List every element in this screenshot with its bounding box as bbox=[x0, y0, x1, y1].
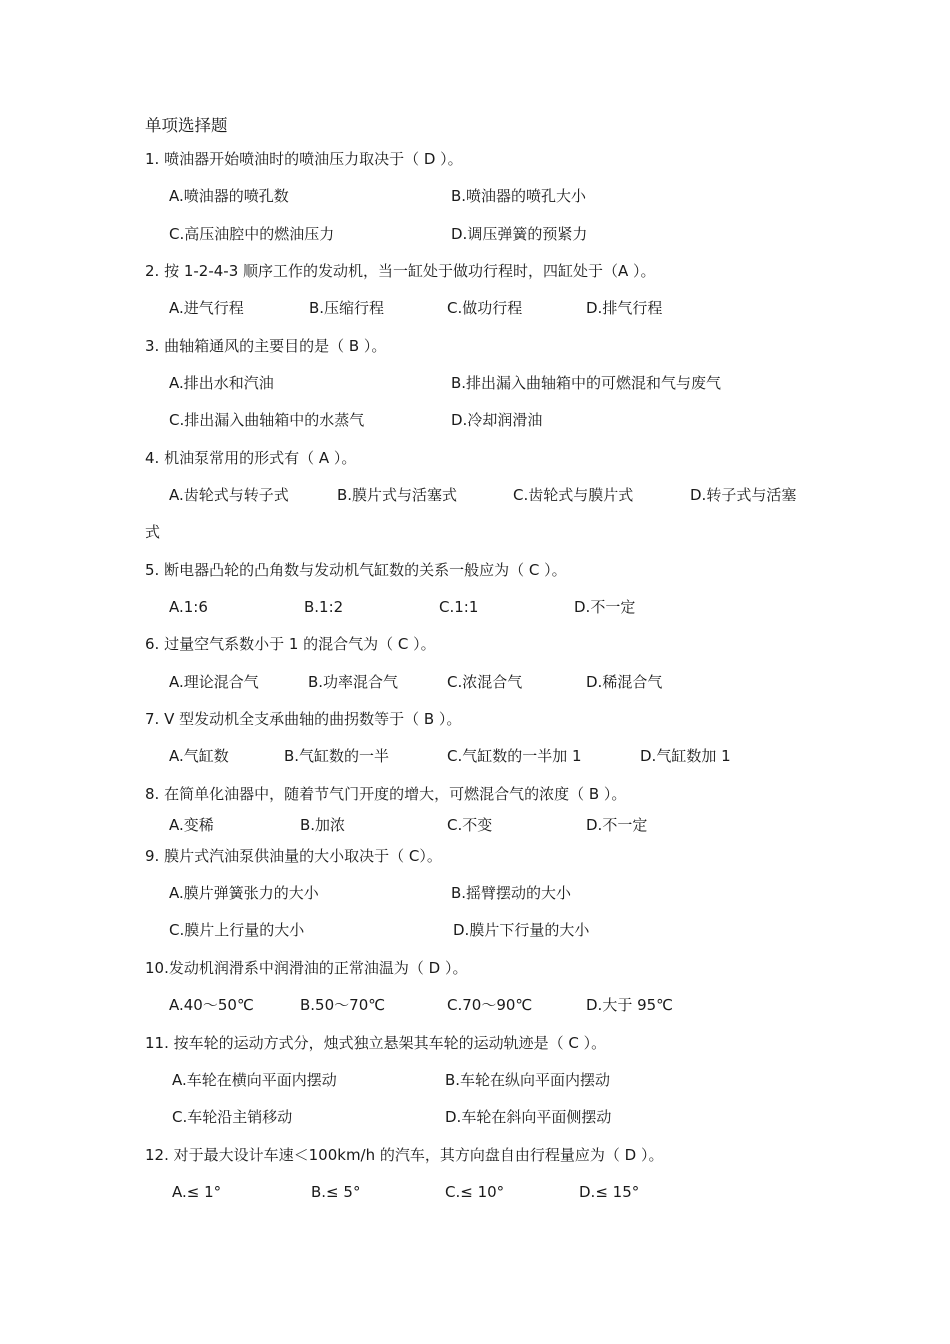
option-text: C.高压油腔中的燃油压力 bbox=[169, 225, 335, 243]
option-text: C.车轮沿主销移动 bbox=[172, 1108, 293, 1126]
page-title: 单项选择题 bbox=[145, 116, 228, 135]
option-text: C.做功行程 bbox=[447, 299, 523, 317]
option-text: C.1:1 bbox=[439, 598, 479, 616]
option-text: B.排出漏入曲轴箱中的可燃混和气与废气 bbox=[451, 374, 722, 392]
option-text: A.1:6 bbox=[169, 598, 208, 616]
question-stem: 5. 断电器凸轮的凸角数与发动机气缸数的关系一般应为（ C ）。 bbox=[145, 561, 567, 579]
question-stem: 4. 机油泵常用的形式有（ A ）。 bbox=[145, 449, 357, 467]
option-text: A.膜片弹簧张力的大小 bbox=[169, 884, 319, 902]
question-stem: 9. 膜片式汽油泵供油量的大小取决于（ C）。 bbox=[145, 847, 442, 865]
option-text: C.浓混合气 bbox=[447, 673, 523, 691]
option-text: A.理论混合气 bbox=[169, 673, 259, 691]
option-text: C.≤ 10° bbox=[445, 1183, 505, 1201]
option-text: B.1:2 bbox=[304, 598, 344, 616]
option-text: D.大于 95℃ bbox=[586, 996, 674, 1014]
option-text: D.车轮在斜向平面侧摆动 bbox=[445, 1108, 612, 1126]
question-stem: 2. 按 1-2-4-3 顺序工作的发动机，当一缸处于做功行程时，四缸处于（A ）。 bbox=[145, 262, 656, 280]
question-stem: 11. 按车轮的运动方式分，烛式独立悬架其车轮的运动轨迹是（ C ）。 bbox=[145, 1034, 607, 1052]
option-text: C.膜片上行量的大小 bbox=[169, 921, 305, 939]
option-text: B.膜片式与活塞式 bbox=[337, 486, 458, 504]
question-stem: 10.发动机润滑系中润滑油的正常油温为（ D ）。 bbox=[145, 959, 468, 977]
option-text: C.不变 bbox=[447, 816, 493, 834]
question-stem: 3. 曲轴箱通风的主要目的是（ B ）。 bbox=[145, 337, 387, 355]
option-text: C.70～90℃ bbox=[447, 996, 533, 1014]
option-text: B.摇臂摆动的大小 bbox=[451, 884, 572, 902]
option-text: A.排出水和汽油 bbox=[169, 374, 274, 392]
option-text: B.功率混合气 bbox=[308, 673, 399, 691]
option-text: D.调压弹簧的预紧力 bbox=[451, 225, 588, 243]
option-text: B.喷油器的喷孔大小 bbox=[451, 187, 587, 205]
option-text: A.≤ 1° bbox=[172, 1183, 222, 1201]
question-stem: 12. 对于最大设计车速＜100km/h 的汽车，其方向盘自由行程量应为（ D ）。 bbox=[145, 1146, 664, 1164]
option-text: B.气缸数的一半 bbox=[284, 747, 390, 765]
option-text: D.冷却润滑油 bbox=[451, 411, 543, 429]
option-text: D.≤ 15° bbox=[579, 1183, 640, 1201]
option-text: D.不一定 bbox=[574, 598, 636, 616]
option-text: A.40～50℃ bbox=[169, 996, 254, 1014]
option-text: D.转子式与活塞 bbox=[690, 486, 797, 504]
option-text: D.气缸数加 1 bbox=[640, 747, 731, 765]
option-text: B.50～70℃ bbox=[300, 996, 386, 1014]
option-text: D.膜片下行量的大小 bbox=[453, 921, 590, 939]
option-text: C.齿轮式与膜片式 bbox=[513, 486, 634, 504]
option-text: C.气缸数的一半加 1 bbox=[447, 747, 582, 765]
option-text: C.排出漏入曲轴箱中的水蒸气 bbox=[169, 411, 365, 429]
option-text: B.≤ 5° bbox=[311, 1183, 361, 1201]
option-text: A.气缸数 bbox=[169, 747, 229, 765]
option-text: A.车轮在横向平面内摆动 bbox=[172, 1071, 337, 1089]
option-text-wrap: 式 bbox=[145, 523, 161, 541]
option-text: A.齿轮式与转子式 bbox=[169, 486, 289, 504]
option-text: A.进气行程 bbox=[169, 299, 244, 317]
option-text: A.变稀 bbox=[169, 816, 214, 834]
question-stem: 8. 在简单化油器中，随着节气门开度的增大，可燃混合气的浓度（ B ）。 bbox=[145, 785, 627, 803]
option-text: A.喷油器的喷孔数 bbox=[169, 187, 289, 205]
question-stem: 6. 过量空气系数小于 1 的混合气为（ C ）。 bbox=[145, 635, 436, 653]
option-text: D.稀混合气 bbox=[586, 673, 663, 691]
question-stem: 7. V 型发动机全支承曲轴的曲拐数等于（ B ）。 bbox=[145, 710, 462, 728]
option-text: B.车轮在纵向平面内摆动 bbox=[445, 1071, 611, 1089]
option-text: D.不一定 bbox=[586, 816, 648, 834]
option-text: D.排气行程 bbox=[586, 299, 663, 317]
question-stem: 1. 喷油器开始喷油时的喷油压力取决于（ D ）。 bbox=[145, 150, 463, 168]
option-text: B.压缩行程 bbox=[309, 299, 385, 317]
option-text: B.加浓 bbox=[300, 816, 346, 834]
